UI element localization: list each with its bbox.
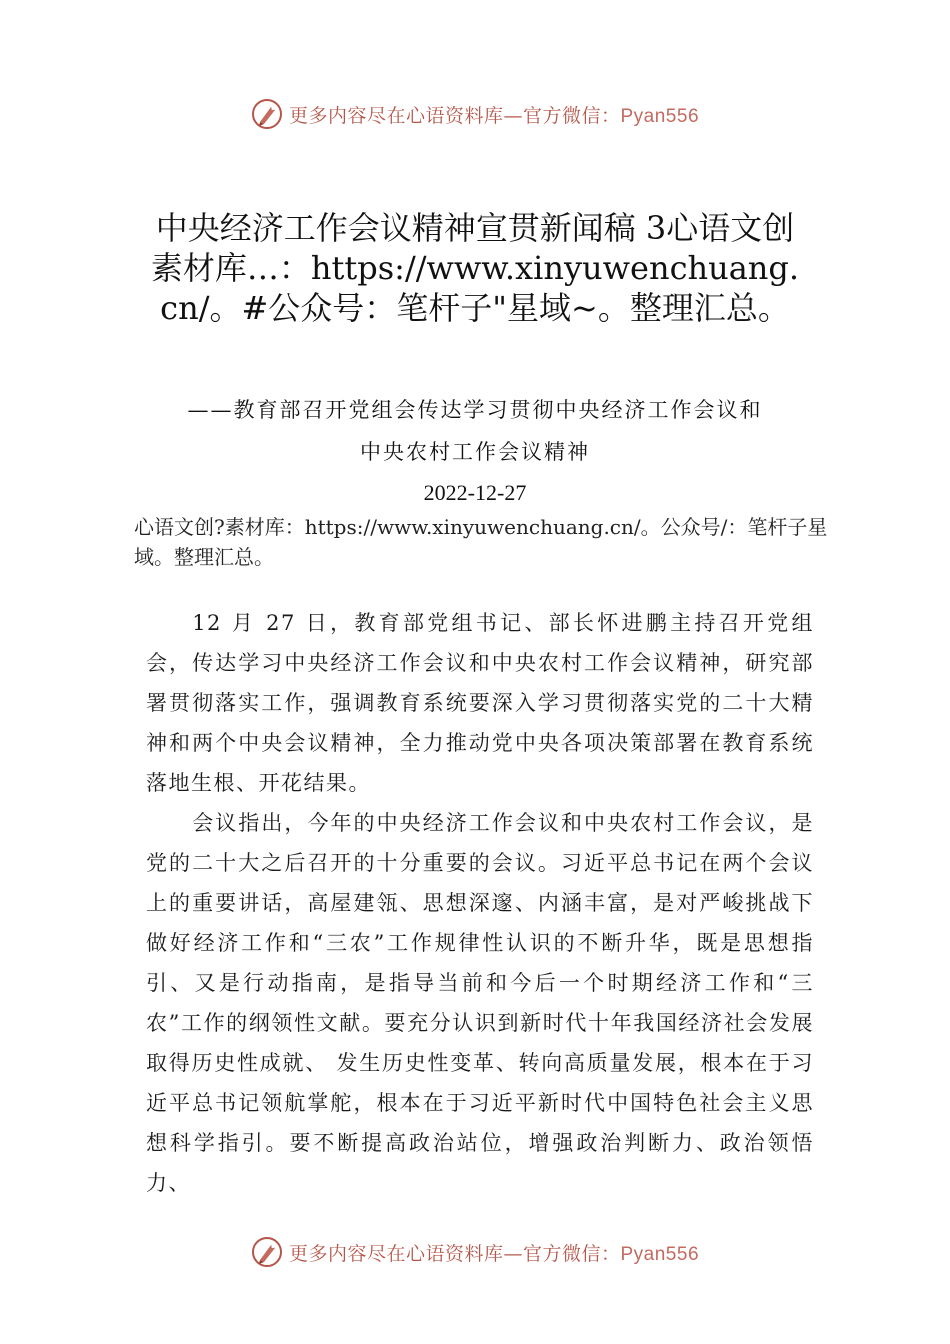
pen-nib-logo-icon <box>251 1236 283 1268</box>
banner-text: 更多内容尽在心语资料库—官方微信：Pyan556 <box>288 104 700 127</box>
banner-text: 更多内容尽在心语资料库—官方微信：Pyan556 <box>288 1242 700 1265</box>
publish-date: 2022-12-27 <box>423 480 527 505</box>
footer-banner <box>0 1232 950 1272</box>
paragraph: 12 月 27 日，教育部党组书记、部长怀进鹏主持召开党组会，传达学习中央经济工作会议和中央农村工作会议精神，研究部署贯彻落实工作，强调教育系统要深入学习贯彻落实党的二十大精神和两个中央会议精神，全力推动党中央各项决策部署在教育系统落地生根、开花结果。 <box>146 611 814 795</box>
source-note: 心语文创?素材库：https://www.xinyuwenchuang.cn/。公众号/：笔杆子星域。整理汇总。 <box>134 515 828 569</box>
wechat-id: Pyan556 <box>620 1243 700 1265</box>
header-banner <box>0 94 950 134</box>
article-body <box>146 603 814 1203</box>
wechat-id: Pyan556 <box>620 105 700 127</box>
subtitle-line-2: 中央农村工作会议精神 <box>360 440 590 464</box>
document-title: 中央经济工作会议精神宣贯新闻稿 3心语文创素材库…：https://www.xinyuwenchuang.cn/。#公众号：笔杆子"星域~。整理汇总。 <box>150 209 800 327</box>
pen-nib-logo-icon <box>251 98 283 130</box>
subtitle-line-1: ——教育部召开党组会传达学习贯彻中央经济工作会议和 <box>187 398 763 422</box>
paragraph: 会议指出，今年的中央经济工作会议和中央农村工作会议，是党的二十大之后召开的十分重要的会议。习近平总书记在两个会议上的重要讲话，高屋建瓴、思想深邃、内涵丰富，是对严峻挑战下做好经济工作和“三农”工作规律性认识的不断升华，既是思想指引、又是行动指南，是指导当前和今后一个时期经济工作和“三农”工作的纲领性文献。要充分认识到新时代十年我国经济社会发展取得历史性成就、 发生历史性变革、转向高质量发展，根本在于习近平总书记领航掌舵，根本在于习近平新时代中国特色社会主义思想科学指引。要不断提高政治站位，增强政治判断力、政治领悟力、 <box>146 811 814 1195</box>
